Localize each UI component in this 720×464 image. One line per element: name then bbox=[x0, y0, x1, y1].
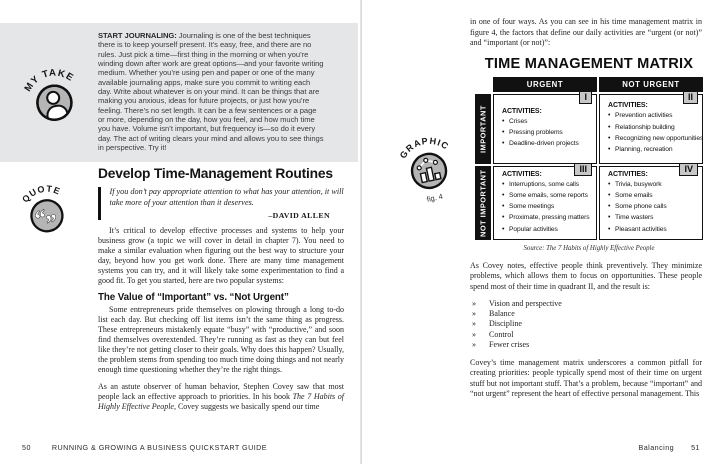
matrix-col-header-urgent: URGENT bbox=[493, 77, 597, 92]
quote-icon bbox=[6, 169, 84, 247]
quadrant-4 bbox=[599, 163, 703, 240]
quadrant-3-numeral: III bbox=[574, 163, 592, 176]
matrix-item: • Planning, recreation bbox=[608, 144, 698, 155]
body-paragraph: As Covey notes, effective people think preventively. They minimize problems, which allows them to focus on opportunities. These people spend most of their time in quadrant II, and the result is: bbox=[470, 260, 702, 291]
matrix-item: • Deadline-driven projects bbox=[502, 138, 592, 149]
matrix-item: • Crises bbox=[502, 116, 592, 127]
body-paragraph: Covey’s time management matrix underscores a common pitfall for creating priorities: people typically spend most of their time on urgent stuff but not important stuff. That’s a problem, because “important” and “not urgent” represent the heart of effective personal management. This bbox=[470, 357, 702, 399]
matrix-item: • Some emails, some reports bbox=[502, 190, 592, 201]
matrix-item: • Proximate, pressing matters bbox=[502, 212, 592, 223]
quadrant-1 bbox=[493, 91, 597, 164]
matrix-item: • Interruptions, some calls bbox=[502, 179, 592, 190]
quadrant-2 bbox=[599, 91, 704, 164]
graphic-figure-icon bbox=[384, 118, 471, 213]
pull-quote bbox=[98, 187, 344, 220]
left-page-column bbox=[98, 166, 344, 418]
list-item: » Control bbox=[472, 330, 702, 340]
matrix-item: • Some meetings bbox=[502, 201, 592, 212]
figure-source-credit: Source: The 7 Habits of Highly Effective People bbox=[523, 244, 655, 252]
result-bullet-list bbox=[472, 299, 702, 351]
right-page-column bbox=[470, 17, 702, 400]
subsection-heading: The Value of “Important” vs. “Not Urgent” bbox=[98, 292, 289, 304]
paragraph-part: , Covey suggests we basically spend our time bbox=[173, 402, 320, 412]
book-title-italic: The 7 Habits of Highly Effective People bbox=[98, 392, 345, 412]
matrix-row-header-important: IMPORTANT bbox=[475, 94, 491, 164]
list-item: » Vision and perspective bbox=[472, 299, 702, 309]
page-spine-divider bbox=[360, 0, 362, 464]
matrix-grid bbox=[475, 77, 703, 240]
matrix-col-header-not-urgent: NOT URGENT bbox=[599, 77, 703, 92]
list-item: » Fewer crises bbox=[472, 340, 702, 350]
body-paragraph: It’s critical to develop effective processes and systems to help your business grow (a topic we will cover in detail in chapter 7). You need to make a similar evaluation when figuring out the best way to structure your day, beyond how you get work done. There are many time management systems you can try, and it will likely take some experimentation to find a good fit. To get you started, here are two popular systems: bbox=[98, 226, 344, 286]
matrix-item: • Some emails bbox=[608, 190, 698, 201]
callout-text bbox=[98, 31, 324, 152]
quadrant-3 bbox=[493, 163, 597, 240]
activities-label: ACTIVITIES: bbox=[608, 170, 648, 178]
activities-label: ACTIVITIES: bbox=[608, 102, 648, 110]
svg-text:”: ” bbox=[43, 208, 61, 236]
body-paragraph: Some entrepreneurs pride themselves on plowing through a long to-do list each day. But checking off list items isn’t the same thing as progress. These entrepreneurs mistakenly equate “busy” with “productive,” and soon find themselves overextended. They’re running as fast as they can but feel like they’re not getting closer to their goals. Why does this happen? Usually, the problem stems from spending too much time doing things and not nearly enough time questioning whether they’re the right things. bbox=[98, 305, 344, 375]
page-number: 50 bbox=[22, 443, 31, 452]
list-item: » Balance bbox=[472, 309, 702, 319]
matrix-row-header-not-important: NOT IMPORTANT bbox=[475, 166, 491, 240]
matrix-item: • Trivia, busywork bbox=[608, 179, 698, 190]
figure-caption: fig. 4 bbox=[425, 191, 444, 204]
matrix-item: • Pleasant activities bbox=[608, 224, 698, 235]
body-paragraph bbox=[98, 382, 344, 412]
matrix-item: • Pressing problems bbox=[502, 127, 592, 138]
matrix-item: • Some phone calls bbox=[608, 201, 698, 212]
right-footer bbox=[638, 443, 700, 452]
quadrant-1-numeral: I bbox=[579, 91, 592, 104]
quadrant-4-numeral: IV bbox=[679, 163, 698, 176]
time-management-matrix-figure bbox=[475, 56, 703, 252]
matrix-item: • Relationship building bbox=[608, 122, 698, 133]
activities-label: ACTIVITIES: bbox=[502, 170, 542, 178]
graphic-icon-label: GRAPHIC bbox=[397, 135, 451, 161]
paragraph-part: As an astute observer of human behavior, Stephen Covey saw that most people lack an effective approach to priorities. In his book bbox=[98, 382, 344, 402]
matrix-corner-cell bbox=[475, 77, 491, 92]
body-paragraph: in one of four ways. As you can see in his time management matrix in figure 4, the factors that define our daily activities are “urgent (or not)” and “important (or not)”: bbox=[470, 17, 702, 48]
quote-attribution: –DAVID ALLEN bbox=[268, 211, 330, 221]
matrix-item: • Recognizing new opportunities bbox=[608, 133, 698, 144]
quadrant-2-numeral: II bbox=[683, 91, 698, 104]
svg-text:“: “ bbox=[32, 204, 50, 232]
callout-lead: START JOURNALING: bbox=[98, 31, 177, 40]
page-number: 51 bbox=[691, 443, 700, 452]
activities-label: ACTIVITIES: bbox=[502, 107, 542, 115]
matrix-item: • Popular activities bbox=[502, 224, 592, 235]
running-head: RUNNING & GROWING A BUSINESS QUICKSTART GUIDE bbox=[51, 443, 268, 452]
quote-text: If you don’t pay appropriate attention to what has your attention, it will take more of your attention than it deserves. bbox=[109, 187, 344, 207]
matrix-title: TIME MANAGEMENT MATRIX bbox=[484, 55, 694, 72]
matrix-item: • Prevention activities bbox=[608, 110, 698, 121]
quote-icon-label: QUOTE bbox=[20, 183, 63, 205]
list-item: » Discipline bbox=[472, 319, 702, 329]
section-heading: Develop Time-Management Routines bbox=[98, 166, 333, 181]
chapter-title: Balancing bbox=[638, 443, 675, 452]
left-footer bbox=[22, 443, 267, 452]
my-take-icon-label: MY TAKE bbox=[22, 67, 76, 94]
matrix-item: • Time wasters bbox=[608, 212, 698, 223]
quote-rule bbox=[98, 187, 101, 220]
callout-body: Journaling is one of the best techniques there is to keep yourself present. It’s easy, free, and there are no rules. Just pick a time—first thing in the morning or when you’re winding down after work are great options—and your favorite writing medium. Whether you’re using pen and paper or one of the many available journaling apps, make sure you commit to writing each day. Write about whatever is on your mind. It can be things that are making you anxious, ideas for future projects, or just how you’re feeling. There’s no set length. It can be a few sentences or a page or more, depending on the day, how you feel, and how much time you have. Volume isn’t important, but frequency is—so do it every day. The act of writing clears your mind and allows you to see things in perspective. Try it! bbox=[98, 31, 324, 153]
